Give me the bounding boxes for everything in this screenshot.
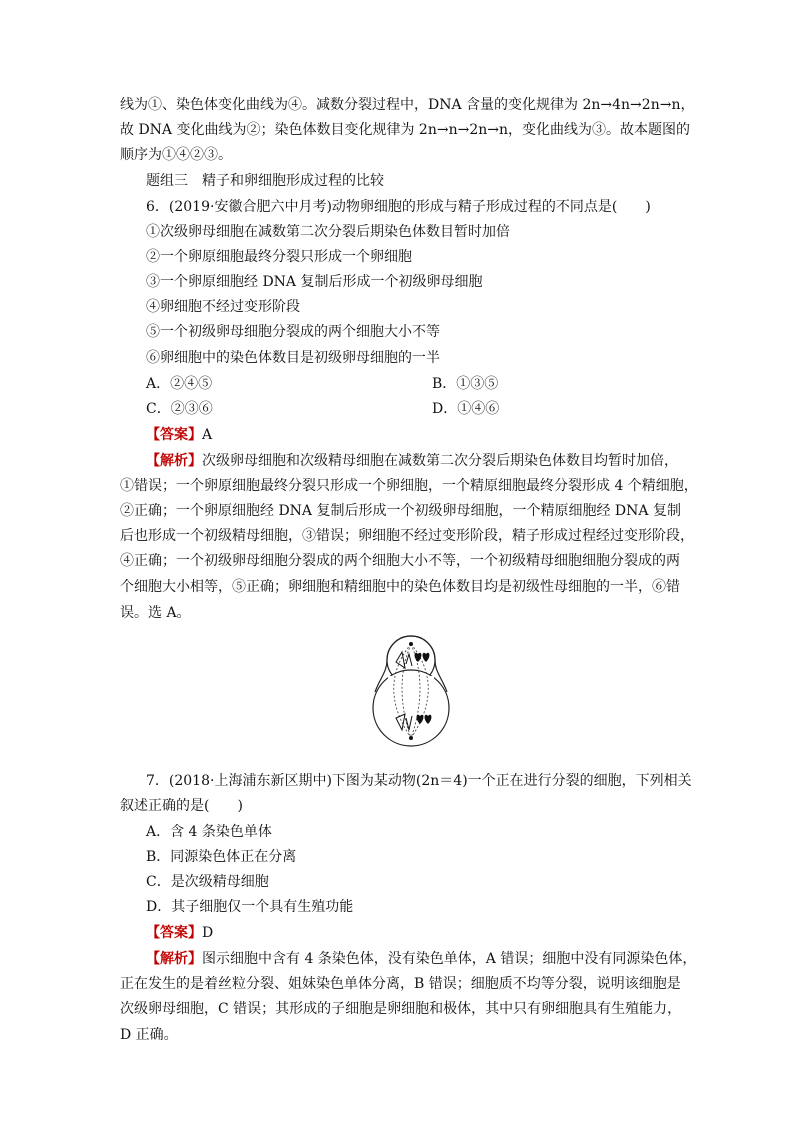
- intro-line-2: 故 DNA 变化曲线为②；染色体数目变化规律为 2n→n→2n→n，变化曲线为③。故本题图的: [120, 122, 691, 138]
- q6-option-c: C．②③⑥: [146, 401, 213, 417]
- q7-analysis-label: 【解析】: [146, 951, 202, 967]
- q6-item-6: ⑥卵细胞中的染色体数目是初级卵母细胞的一半: [146, 350, 440, 366]
- q7-stem-line-1: 7．(2018·上海浦东新区期中)下图为某动物(2n＝4)一个正在进行分裂的细胞，下列相关: [146, 773, 692, 789]
- q6-analysis-text-1: 次级卵母细胞和次级精母细胞在减数第二次分裂后期染色体数目均暂时加倍，: [202, 453, 678, 469]
- q6-option-b: B．①③⑤: [432, 376, 499, 392]
- q6-analysis-line-7: 误。选 A。: [120, 605, 191, 621]
- q7-answer: [146, 924, 213, 942]
- q6-analysis-line-6: 个细胞大小相等，⑤正确；卵细胞和精细胞中的染色体数目均是初级性母细胞的一半，⑥错: [120, 579, 680, 595]
- q7-answer-label: 【答案】: [146, 925, 202, 941]
- q7-analysis-text-1: 图示细胞中含有 4 条染色体，没有染色单体，A 错误；细胞中没有同源染色体，: [202, 951, 697, 967]
- q6-answer-value: A: [202, 427, 213, 443]
- q6-item-4: ④卵细胞不经过变形阶段: [146, 299, 300, 315]
- q6-item-1: ①次级卵母细胞在减数第二次分裂后期染色体数目暂时加倍: [146, 224, 510, 240]
- q6-analysis-line-1: [146, 452, 678, 470]
- q6-stem: 6．(2019·安徽合肥六中月考)动物卵细胞的形成与精子形成过程的不同点是( ): [146, 199, 651, 215]
- dividing-cell-diagram: [366, 632, 456, 752]
- q7-option-d: D．其子细胞仅一个具有生殖功能: [146, 899, 354, 915]
- centrosome-top: [409, 642, 413, 646]
- q7-analysis-line-4: D 正确。: [120, 1027, 178, 1043]
- intro-line-3: 顺序为①④②③。: [120, 147, 232, 163]
- q7-analysis-line-1: [146, 950, 697, 968]
- q6-item-5: ⑤一个初级卵母细胞分裂成的两个细胞大小不等: [146, 324, 440, 340]
- q6-answer: [146, 426, 212, 444]
- chromosomes-upper: [396, 652, 429, 668]
- q6-analysis-line-3: ②正确；一个卵原细胞经 DNA 复制后形成一个初级卵母细胞，一个精原细胞经 DNA 复制: [120, 503, 681, 519]
- q7-option-b: B．同源染色体正在分离: [146, 849, 297, 865]
- q7-option-c: C．是次级精母细胞: [146, 874, 269, 890]
- q6-option-d: D．①④⑥: [432, 401, 500, 417]
- intro-line-1: 线为①、染色体变化曲线为④。减数分裂过程中，DNA 含量的变化规律为 2n→4n→2n→n，: [120, 97, 695, 113]
- q7-analysis-line-3: 次级卵母细胞，C 错误；其形成的子细胞是卵细胞和极体，其中只有卵细胞具有生殖能力，: [120, 1001, 682, 1017]
- q7-option-a: A．含 4 条染色单体: [146, 824, 272, 840]
- centrosome-bottom: [409, 736, 413, 740]
- q6-analysis-line-4: 后也形成一个初级精母细胞，③错误；卵细胞不经过变形阶段，精子形成过程经过变形阶段，: [120, 528, 694, 544]
- q6-answer-label: 【答案】: [146, 427, 202, 443]
- q7-analysis-line-2: 正在发生的是着丝粒分裂、姐妹染色单体分离，B 错误；细胞质不均等分裂，说明该细胞是: [120, 976, 681, 992]
- q6-item-2: ②一个卵原细胞最终分裂只形成一个卵细胞: [146, 249, 412, 265]
- q6-option-a: A．②④⑤: [146, 376, 213, 392]
- q6-analysis-line-2: ①错误；一个卵原细胞最终分裂只形成一个卵细胞，一个精原细胞最终分裂形成 4 个精细胞，: [120, 478, 698, 494]
- group-title: 题组三 精子和卵细胞形成过程的比较: [146, 173, 384, 189]
- q6-analysis-line-5: ④正确；一个初级卵母细胞分裂成的两个细胞大小不等，一个初级精母细胞细胞分裂成的两: [120, 553, 680, 569]
- q6-analysis-label: 【解析】: [146, 453, 202, 469]
- q7-stem-line-2: 叙述正确的是( ): [120, 798, 243, 814]
- q7-answer-value: D: [202, 925, 214, 941]
- q6-item-3: ③一个卵原细胞经 DNA 复制后形成一个初级卵母细胞: [146, 274, 483, 290]
